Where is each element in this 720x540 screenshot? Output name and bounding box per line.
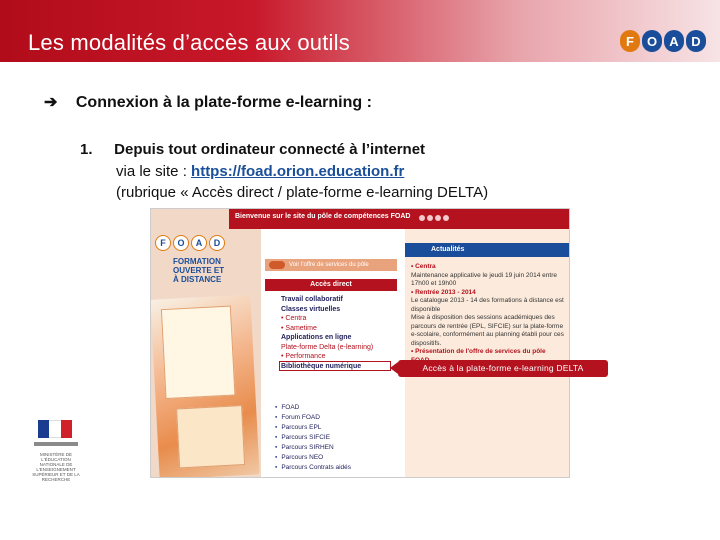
french-flag-icon (38, 420, 72, 438)
parcours-nav (275, 403, 395, 473)
nav-item[interactable]: ▪ FOAD (275, 403, 395, 413)
offer-banner[interactable]: Voir l'offre de services du pôle (265, 259, 397, 271)
step-text: Depuis tout ordinateur connecté à l’internet (114, 141, 426, 158)
nav-item[interactable]: ▪ Parcours SIFCIE (275, 433, 395, 443)
delta-highlight-box (279, 361, 391, 371)
news-heading[interactable]: • Centra (411, 263, 436, 270)
news-text: Mise à disposition des sessions académiques des parcours de rentrée (EPL, SIFCIE) sur la plate-forme e-scolaire, conformément au planning établi pour ces dispositifs. (411, 314, 564, 347)
site-header-dots (419, 215, 449, 221)
site-header-bar (229, 209, 570, 229)
catalog-brochure-image (150, 295, 259, 478)
bullet-text: Connexion à la plate-forme e-learning : (75, 94, 372, 111)
main-bullet (44, 92, 372, 112)
access-item[interactable]: Bibliothèque numérique (281, 362, 362, 370)
site-logo (155, 235, 225, 251)
nav-item[interactable]: ▪ Parcours EPL (275, 423, 395, 433)
news-text: Maintenance applicative le jeudi 19 juin 2014 entre 17h00 et 19h00 (411, 271, 557, 287)
access-item[interactable]: Classes virtuelles (281, 305, 341, 313)
site-logo-letter-d: D (209, 235, 225, 251)
via-prefix: via le site : (116, 163, 192, 180)
news-text: Le catalogue 2013 - 14 des formations à distance est disponible (411, 297, 564, 313)
access-item[interactable]: • Centra (281, 315, 307, 322)
news-heading[interactable]: • Présentation de l'offre de services du pôle (411, 348, 546, 355)
rubrique-text: (rubrique « Accès direct / plate-forme e-learning DELTA) (116, 184, 489, 201)
logo-letter-o: O (642, 30, 662, 52)
ministry-text: MINISTÈRE DE L'ÉDUCATION NATIONALE DE L'ENSEIGNEMENT SUPÉRIEUR ET DE LA RECHERCHE (32, 452, 80, 482)
site-left-column (151, 209, 261, 478)
access-item[interactable]: Applications en ligne (281, 334, 352, 341)
access-item[interactable]: Travail collaboratif (281, 296, 343, 303)
delta-callout: Accès à la plate-forme e-learning DELTA (398, 360, 608, 377)
access-list (281, 295, 399, 371)
site-logo-letter-a: A (191, 235, 207, 251)
access-item[interactable]: • Performance (281, 353, 326, 360)
news-body (411, 263, 565, 365)
arrow-right-icon: ➔ (44, 94, 58, 111)
logo-letter-a: A (664, 30, 684, 52)
news-title: Actualités (405, 243, 570, 257)
slide-title: Les modalités d’accès aux outils (28, 30, 350, 55)
foad-site-link[interactable]: https://foad.orion.education.fr (191, 163, 405, 180)
via-line (116, 163, 404, 180)
slide-header (0, 0, 720, 62)
nav-item[interactable]: ▪ Forum FOAD (275, 413, 395, 423)
site-header-title: Bienvenue sur le site du pôle de compétences FOAD (235, 213, 411, 220)
nav-item[interactable]: ▪ Parcours NEO (275, 453, 395, 463)
step-1 (80, 141, 425, 158)
site-news-column (405, 229, 570, 478)
site-logo-text: FORMATION OUVERTE ET À DISTANCE (173, 257, 225, 284)
site-logo-letter-o: O (173, 235, 189, 251)
step-number: 1. (80, 141, 93, 158)
logo-letter-d: D (686, 30, 706, 52)
news-heading[interactable]: • Rentrée 2013 - 2014 (411, 288, 476, 296)
foad-logo (620, 30, 706, 56)
logo-letter-f: F (620, 30, 640, 52)
nav-item[interactable]: ▪ Parcours Contrats aidés (275, 463, 395, 473)
site-screenshot (150, 208, 570, 478)
access-item-delta[interactable]: Plate-forme Delta (e-learning) (281, 343, 374, 351)
site-middle-column (261, 229, 401, 478)
site-logo-letter-f: F (155, 235, 171, 251)
ministry-logo (32, 416, 80, 486)
access-direct-title: Accès direct (265, 279, 397, 291)
access-item[interactable]: • Sametime (281, 324, 317, 332)
nav-item[interactable]: ▪ Parcours SIRHEN (275, 443, 395, 453)
